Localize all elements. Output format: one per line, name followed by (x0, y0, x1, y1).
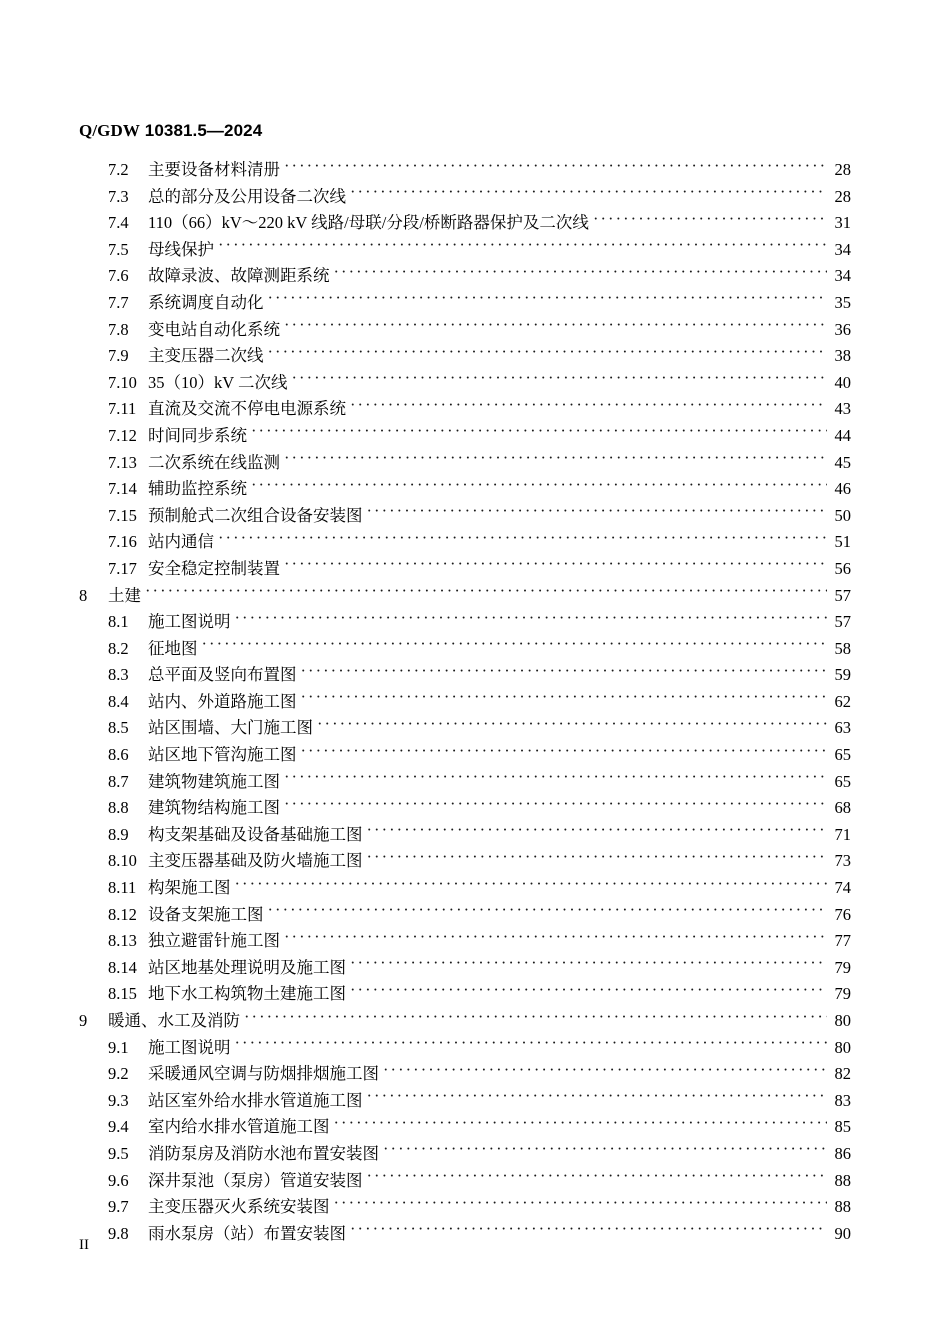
toc-entry[interactable] (79, 342, 851, 369)
toc-entry[interactable] (79, 1087, 851, 1114)
toc-leader-dots (268, 345, 828, 362)
toc-entry-label: 建筑物结构施工图 (148, 798, 280, 818)
toc-entry-page-number: 56 (834, 558, 851, 578)
toc-entry-label: 征地图 (148, 638, 198, 658)
toc-entry-number: 9.5 (108, 1143, 129, 1163)
toc-entry[interactable] (79, 395, 851, 422)
toc-entry[interactable] (79, 528, 851, 555)
toc-leader-dots (251, 424, 827, 441)
toc-leader-dots (301, 664, 828, 681)
toc-entry-page-number: 36 (834, 319, 851, 339)
toc-leader-dots (367, 1169, 828, 1186)
toc-entry-page-number: 90 (834, 1223, 851, 1243)
toc-entry-number: 7.14 (108, 479, 137, 499)
toc-entry-label: 站内、外道路施工图 (148, 691, 297, 711)
toc-entry-number: 8.12 (108, 904, 137, 924)
toc-entry-page-number: 65 (834, 771, 851, 791)
toc-leader-dots (284, 930, 827, 947)
toc-entry-label: 站区室外给水排水管道施工图 (148, 1090, 363, 1110)
toc-entry-label: 直流及交流不停电电源系统 (148, 399, 346, 419)
toc-leader-dots (235, 1036, 828, 1053)
toc-entry-number: 7.9 (108, 346, 129, 366)
toc-entry[interactable] (79, 369, 851, 396)
toc-leader-dots (301, 744, 828, 761)
toc-leader-dots (244, 1010, 827, 1027)
toc-entry-label: 站区围墙、大门施工图 (148, 718, 313, 738)
toc-entry-label: 消防泵房及消防水池布置安装图 (148, 1143, 379, 1163)
standard-code: 10381.5—2024 (139, 121, 263, 140)
toc-entry[interactable] (79, 1060, 851, 1087)
toc-entry-label: 系统调度自动化 (148, 292, 264, 312)
toc-leader-dots (367, 1089, 828, 1106)
toc-entry-page-number: 50 (834, 505, 851, 525)
toc-entry-page-number: 85 (834, 1117, 851, 1137)
toc-entry[interactable] (79, 422, 851, 449)
toc-leader-dots (284, 318, 827, 335)
toc-entry-page-number: 74 (834, 878, 851, 898)
toc-entry[interactable] (79, 1220, 851, 1247)
toc-leader-dots (350, 398, 827, 415)
toc-entry-number: 9.3 (108, 1090, 129, 1110)
toc-entry[interactable] (79, 262, 851, 289)
toc-entry-label: 总平面及竖向布置图 (148, 665, 297, 685)
toc-leader-dots (202, 637, 828, 654)
toc-entry[interactable] (79, 635, 851, 662)
toc-entry-label: 站区地下管沟施工图 (148, 745, 297, 765)
toc-entry-number: 8.11 (108, 878, 137, 898)
toc-leader-dots (367, 823, 828, 840)
toc-entry-number: 8.7 (108, 771, 129, 791)
toc-entry[interactable] (79, 608, 851, 635)
toc-entry-label: 雨水泵房（站）布置安装图 (148, 1223, 346, 1243)
toc-entry-page-number: 65 (834, 745, 851, 765)
toc-entry-page-number: 80 (834, 1011, 851, 1030)
standard-prefix: Q/GDW (79, 121, 140, 140)
toc-entry[interactable] (79, 289, 851, 316)
toc-leader-dots (284, 451, 827, 468)
toc-entry-page-number: 38 (834, 346, 851, 366)
toc-entry-label: 二次系统在线监测 (148, 452, 280, 472)
toc-entry[interactable] (79, 1007, 851, 1034)
toc-leader-dots (334, 1116, 828, 1133)
toc-entry[interactable] (79, 954, 851, 981)
toc-entry-number: 8.3 (108, 665, 129, 685)
toc-leader-dots (334, 265, 828, 282)
toc-entry-label: 地下水工构筑物土建施工图 (148, 984, 346, 1004)
toc-entry-number: 7.5 (108, 239, 129, 259)
toc-entry[interactable] (79, 980, 851, 1007)
toc-entry-label: 主变压器二次线 (148, 346, 264, 366)
toc-entry[interactable] (79, 847, 851, 874)
toc-leader-dots (251, 478, 827, 495)
toc-entry-page-number: 86 (834, 1143, 851, 1163)
toc-entry-page-number: 34 (834, 239, 851, 259)
toc-entry-label: 室内给水排水管道施工图 (148, 1117, 330, 1137)
toc-entry-number: 8.1 (108, 612, 129, 632)
toc-entry-number: 7.16 (108, 532, 137, 552)
toc-entry[interactable] (79, 821, 851, 848)
toc-entry-label: 主要设备材料清册 (148, 160, 280, 179)
toc-entry-label: 暖通、水工及消防 (108, 1011, 240, 1030)
toc-entry-label: 施工图说明 (148, 612, 231, 632)
toc-entry-number: 9.2 (108, 1064, 129, 1084)
toc-entry-page-number: 76 (834, 904, 851, 924)
toc-entry-page-number: 79 (834, 957, 851, 977)
toc-entry-number: 8.10 (108, 851, 137, 871)
toc-entry-page-number: 68 (834, 798, 851, 818)
toc-entry-label: 站区地基处理说明及施工图 (148, 957, 346, 977)
toc-entry-number: 8.13 (108, 931, 137, 951)
toc-entry-number: 8.9 (108, 824, 129, 844)
toc-leader-dots (301, 690, 828, 707)
toc-entry[interactable] (79, 449, 851, 476)
toc-entry-label: 土建 (108, 585, 141, 605)
toc-entry-page-number: 31 (834, 213, 851, 233)
toc-entry-label: 安全稳定控制装置 (148, 558, 280, 578)
toc-leader-dots (317, 717, 827, 734)
toc-leader-dots (350, 956, 827, 973)
toc-entry-label: 变电站自动化系统 (148, 319, 280, 339)
toc-entry-page-number: 83 (834, 1090, 851, 1110)
toc-entry-number: 8.14 (108, 957, 137, 977)
toc-entry-page-number: 58 (834, 638, 851, 658)
toc-entry-label: 站内通信 (148, 532, 214, 552)
toc-entry[interactable] (79, 183, 851, 210)
toc-entry[interactable] (79, 316, 851, 343)
toc-entry-label: 设备支架施工图 (148, 904, 264, 924)
toc-entry[interactable] (79, 768, 851, 795)
toc-leader-dots (292, 371, 828, 388)
toc-entry-label: 时间同步系统 (148, 425, 247, 445)
toc-entry-number: 9 (79, 1011, 88, 1030)
toc-entry[interactable] (79, 874, 851, 901)
toc-entry-page-number: 73 (834, 851, 851, 871)
toc-entry-number: 9.7 (108, 1197, 129, 1217)
toc-entry-label: 母线保护 (148, 239, 214, 259)
toc-leader-dots (350, 1222, 827, 1239)
toc-entry-number: 9.8 (108, 1223, 129, 1243)
toc-entry-label: 主变压器基础及防火墙施工图 (148, 851, 363, 871)
toc-entry[interactable] (79, 1167, 851, 1194)
toc-leader-dots (145, 584, 827, 601)
toc-entry-label: 深井泵池（泵房）管道安装图 (148, 1170, 363, 1190)
toc-leader-dots (350, 185, 827, 202)
toc-entry[interactable] (79, 236, 851, 263)
toc-entry-label: 故障录波、故障测距系统 (148, 266, 330, 286)
toc-entry[interactable] (79, 555, 851, 582)
toc-entry[interactable] (79, 475, 851, 502)
toc-entry[interactable] (79, 688, 851, 715)
toc-entry-label: 35（10）kV 二次线 (148, 372, 288, 392)
toc-entry-page-number: 57 (834, 585, 851, 605)
toc-entry-label: 构支架基础及设备基础施工图 (148, 824, 363, 844)
toc-leader-dots (284, 770, 827, 787)
toc-entry-label: 总的部分及公用设备二次线 (148, 186, 346, 206)
toc-entry-number: 7.4 (108, 213, 129, 233)
toc-entry-number: 8.4 (108, 691, 129, 711)
toc-leader-dots (284, 557, 827, 574)
toc-leader-dots (218, 238, 827, 255)
toc-entry-number: 8.15 (108, 984, 137, 1004)
toc-entry-number: 7.8 (108, 319, 129, 339)
page-number-footer: II (79, 1237, 89, 1253)
toc-entry-label: 预制舱式二次组合设备安装图 (148, 505, 363, 525)
toc-entry-page-number: 62 (834, 691, 851, 711)
toc-entry-number: 7.6 (108, 266, 129, 286)
toc-entry-number: 9.6 (108, 1170, 129, 1190)
toc-entry-page-number: 46 (834, 479, 851, 499)
toc-entry-page-number: 45 (834, 452, 851, 472)
toc-entry-number: 7.3 (108, 186, 129, 206)
toc-entry[interactable] (79, 156, 851, 183)
toc-entry[interactable] (79, 1034, 851, 1061)
toc-entry-number: 7.12 (108, 425, 137, 445)
toc-entry-number: 7.7 (108, 292, 129, 312)
toc-entry-number: 8.5 (108, 718, 129, 738)
toc-leader-dots (268, 291, 828, 308)
toc-entry-page-number: 40 (834, 372, 851, 392)
toc-entry-page-number: 51 (834, 532, 851, 552)
table-of-contents (79, 156, 851, 1246)
toc-entry-page-number: 44 (834, 425, 851, 445)
toc-entry-page-number: 43 (834, 399, 851, 419)
toc-entry-label: 建筑物建筑施工图 (148, 771, 280, 791)
toc-entry-label: 构架施工图 (148, 878, 231, 898)
toc-entry-number: 7.15 (108, 505, 137, 525)
toc-entry-number: 9.4 (108, 1117, 129, 1137)
toc-entry-page-number: 59 (834, 665, 851, 685)
toc-entry-label: 独立避雷针施工图 (148, 931, 280, 951)
toc-entry-number: 8.8 (108, 798, 129, 818)
toc-entry-page-number: 28 (834, 186, 851, 206)
toc-leader-dots (593, 212, 828, 229)
toc-entry-number: 7.2 (108, 160, 129, 179)
toc-entry-number: 9.1 (108, 1037, 129, 1057)
toc-entry-page-number: 82 (834, 1064, 851, 1084)
toc-entry[interactable] (79, 901, 851, 928)
toc-entry[interactable] (79, 927, 851, 954)
toc-entry-page-number: 80 (834, 1037, 851, 1057)
toc-leader-dots (383, 1063, 827, 1080)
toc-leader-dots (235, 611, 828, 628)
toc-entry-page-number: 34 (834, 266, 851, 286)
toc-entry[interactable] (79, 582, 851, 609)
toc-leader-dots (367, 504, 828, 521)
toc-entry-number: 8.2 (108, 638, 129, 658)
toc-entry[interactable] (79, 1113, 851, 1140)
toc-leader-dots (284, 797, 827, 814)
toc-entry-page-number: 28 (834, 160, 851, 179)
toc-entry-page-number: 35 (834, 292, 851, 312)
toc-entry-label: 辅助监控系统 (148, 479, 247, 499)
toc-entry-page-number: 88 (834, 1170, 851, 1190)
toc-entry-number: 7.11 (108, 399, 137, 419)
toc-leader-dots (350, 983, 827, 1000)
toc-entry[interactable] (79, 741, 851, 768)
toc-leader-dots (367, 850, 828, 867)
toc-entry-number: 7.13 (108, 452, 137, 472)
toc-entry[interactable] (79, 1140, 851, 1167)
toc-leader-dots (268, 903, 828, 920)
toc-entry-page-number: 63 (834, 718, 851, 738)
toc-entry-number: 7.10 (108, 372, 137, 392)
toc-entry-label: 施工图说明 (148, 1037, 231, 1057)
toc-entry[interactable] (79, 1193, 851, 1220)
toc-entry-label: 110（66）kV～220 kV 线路/母联/分段/桥断路器保护及二次线 (148, 213, 589, 233)
toc-entry-page-number: 77 (834, 931, 851, 951)
toc-leader-dots (235, 877, 828, 894)
toc-entry-page-number: 79 (834, 984, 851, 1004)
toc-entry-number: 7.17 (108, 558, 137, 578)
toc-entry[interactable] (79, 502, 851, 529)
toc-entry-page-number: 57 (834, 612, 851, 632)
toc-entry-number: 8 (79, 585, 88, 605)
toc-leader-dots (334, 1196, 828, 1213)
toc-entry[interactable] (79, 661, 851, 688)
toc-leader-dots (284, 159, 827, 176)
running-header (79, 122, 262, 139)
toc-leader-dots (383, 1142, 827, 1159)
toc-entry-page-number: 71 (834, 824, 851, 844)
toc-entry-number: 8.6 (108, 745, 129, 765)
toc-leader-dots (218, 531, 827, 548)
toc-entry[interactable] (79, 714, 851, 741)
toc-entry-label: 采暖通风空调与防烟排烟施工图 (148, 1064, 379, 1084)
toc-entry[interactable] (79, 794, 851, 821)
toc-entry-page-number: 88 (834, 1197, 851, 1217)
toc-entry-label: 主变压器灭火系统安装图 (148, 1197, 330, 1217)
toc-entry[interactable] (79, 209, 851, 236)
